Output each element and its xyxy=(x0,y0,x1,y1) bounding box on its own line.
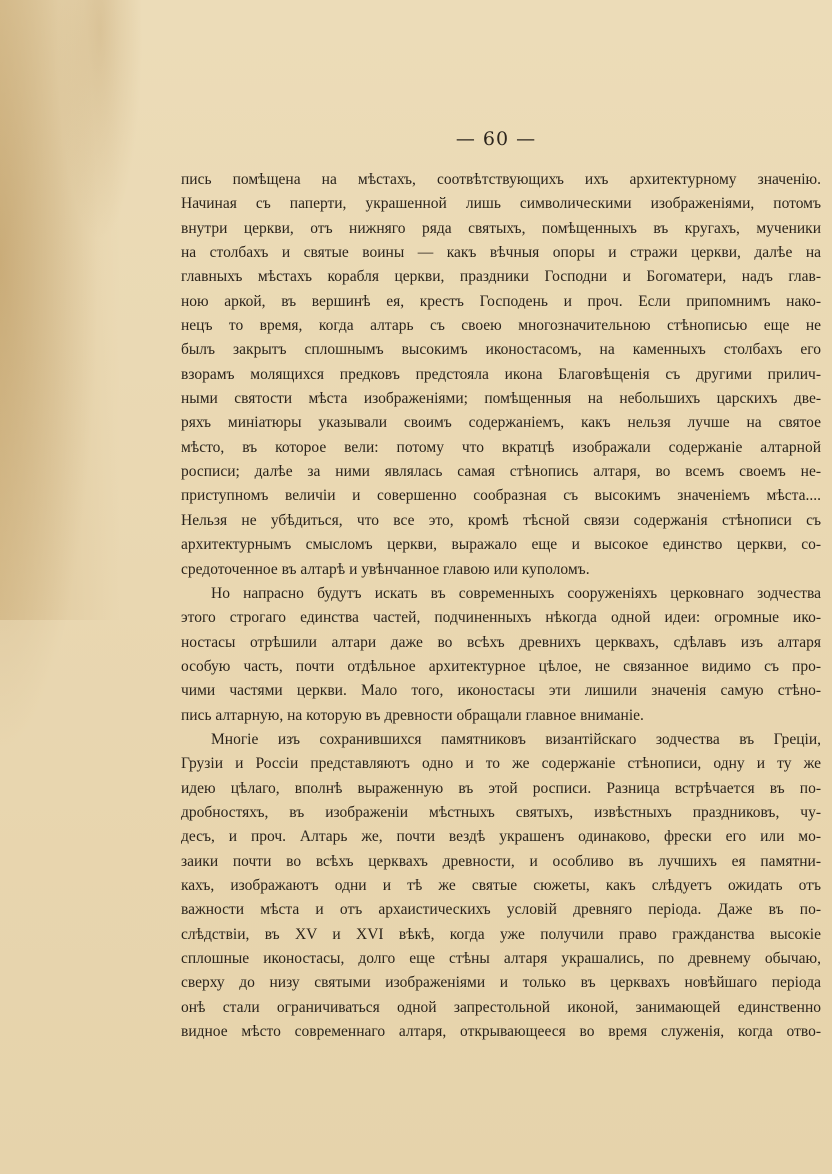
text-line: взорамъ молящихся предковъ предстояла икона Благовѣщенія съ другими прилич- xyxy=(181,365,821,383)
text-line: ряхъ миніатюры указывали своимъ содержаніемъ, какъ нельзя лучше на святое xyxy=(181,414,821,432)
text-line: онѣ стали ограничиваться одной запрестольной иконой, занимающей единственно xyxy=(181,998,821,1016)
text-line: пись помѣщена на мѣстахъ, соотвѣтствующихъ ихъ архитектурному значенію. xyxy=(181,171,821,188)
text-line: видное мѣсто современнаго алтаря, открывающееся во время служенія, когда отво- xyxy=(181,1023,821,1041)
text-line: важности мѣста и отъ архаистическихъ условій древняго періода. Даже въ по- xyxy=(181,901,821,919)
text-line: приступномъ величіи и совершенно сообразная съ высокимъ значеніемъ мѣста.... xyxy=(181,487,821,505)
text-line: кахъ, изображаютъ одни и тѣ же святые сюжеты, какъ слѣдуетъ ожидать отъ xyxy=(181,876,821,894)
text-line: Нельзя не убѣдиться, что все это, кромѣ тѣсной связи содержанія стѣнописи съ xyxy=(181,511,821,529)
text-line: сверху до низу святыми изображеніями и только въ церквахъ новѣйшаго періода xyxy=(181,974,821,992)
text-line: чими частями церкви. Мало того, иконостасы эти лишили значенія самую стѣно- xyxy=(181,682,821,700)
paragraph-1 xyxy=(181,168,821,582)
text-line: ностасы отрѣшили алтари даже во всѣхъ древнихъ церквахъ, сдѣлавъ изъ алтаря xyxy=(181,633,821,651)
paragraph-2 xyxy=(181,582,821,728)
text-line: Начиная съ паперти, украшенной лишь символическими изображеніями, потомъ xyxy=(181,195,821,213)
text-line: Многіе изъ сохранившихся памятниковъ византійскаго зодчества въ Греціи, xyxy=(211,730,821,748)
text-line: сплошные иконостасы, долго еще стѣны алтаря украшались, по древнему обычаю, xyxy=(181,950,821,967)
text-line: десъ, и проч. Алтарь же, почти вездѣ украшенъ одинаково, фрески его или мо- xyxy=(181,828,821,846)
text-line: главныхъ мѣстахъ корабля церкви, праздники Господни и Богоматери, надъ глав- xyxy=(181,268,821,286)
text-line: Но напрасно будутъ искать въ современныхъ сооруженіяхъ церковнаго зодчества xyxy=(211,584,821,602)
text-line: нецъ то время, когда алтарь съ своею многозначительною стѣнописью еще не xyxy=(181,317,821,335)
text-line: мѣсто, въ которое вели: потому что вкратцѣ изображали содержаніе алтарной xyxy=(181,438,821,456)
water-stain xyxy=(0,0,120,620)
text-line: Грузіи и Россіи представляютъ одно и то же содержаніе стѣнописи, одну и ту же xyxy=(181,755,821,773)
text-line: слѣдствіи, въ XV и XVI вѣкѣ, когда уже получили право гражданства высокіе xyxy=(181,925,821,943)
text-line: росписи; далѣе за ними являлась самая стѣнопись алтаря, во всемъ своемъ не- xyxy=(181,463,821,481)
text-line: архитектурнымъ смысломъ церкви, выражало еще и высокое единство церкви, со- xyxy=(181,536,821,554)
page-number: — 60 — xyxy=(455,128,537,150)
text-line: пись алтарную, на которую въ древности обращали главное вниманіе. xyxy=(181,706,644,724)
text-line: идею цѣлаго, вполнѣ выраженную въ этой росписи. Разница встрѣчается въ по- xyxy=(181,779,821,797)
body-text xyxy=(181,168,821,1044)
text-line: внутри церкви, отъ нижняго ряда святыхъ, помѣщенныхъ въ кругахъ, мученики xyxy=(181,219,821,237)
text-line: на столбахъ и святые воины — какъ вѣчныя опоры и стражи церкви, далѣе на xyxy=(181,244,821,262)
paragraph-3 xyxy=(181,728,821,1044)
text-line: дробностяхъ, въ изображеніи мѣстныхъ святыхъ, извѣстныхъ праздниковъ, чу- xyxy=(181,803,821,821)
text-line: заики почти во всѣхъ церквахъ древности, и особливо въ лучшихъ ея памятни- xyxy=(181,852,821,870)
text-line: былъ закрытъ сплошнымъ высокимъ иконостасомъ, на каменныхъ столбахъ его xyxy=(181,341,821,359)
text-line: этого строгаго единства частей, подчиненныхъ нѣкогда одной идеи: огромные ико- xyxy=(181,609,821,627)
text-line: средоточенное въ алтарѣ и увѣнчанное главою или куполомъ. xyxy=(181,560,590,578)
text-line: особую часть, почти отдѣльное архитектурное цѣлое, не связанное видимо съ про- xyxy=(181,657,821,675)
text-line: ными святости мѣста изображеніями; помѣщенныя на небольшихъ царскихъ две- xyxy=(181,390,821,408)
text-line: ною аркой, въ вершинѣ ея, крестъ Господень и проч. Если припомнимъ нако- xyxy=(181,292,821,310)
